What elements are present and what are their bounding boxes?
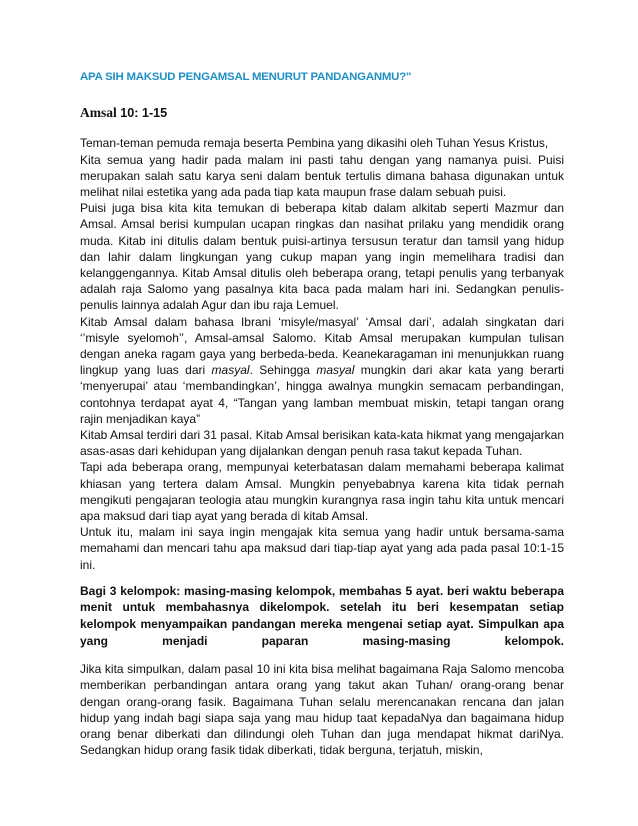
paragraph-kesimpulan: Jika kita simpulkan, dalam pasal 10 ini kita bisa melihat bagaimana Raja Salomo mencoba memberikan perbandingan antara orang yang takut akan Tuhan/ orang-orang benar dengan orang-orang fasik. Bagaimana Tuhan selalu merencanakan rencana dan jalan hidup yang indah bagi siapa saja yang mau hidup taat kepadaNya dan bagaimana hidup orang benar diberkati dan dilindungi oleh Tuhan dan juga mendapat hikmat dariNya. Sedangkan hidup orang fasik tidak diberkati, tidak berguna, terjatuh, miskin,: [80, 662, 564, 758]
body-text: [80, 135, 564, 572]
verse-chapter-range: 10: 1-15: [116, 106, 168, 121]
masyal-text-2: . Sehingga: [249, 363, 317, 378]
paragraph-greeting: Teman-teman pemuda remaja beserta Pembina yang dikasihi oleh Tuhan Yesus Kristus,: [80, 136, 549, 151]
paragraph-keterbatasan: Tapi ada beberapa orang, mempunyai keterbatasan dalam memahami beberapa kalimat khiasan yang tertera dalam Amsal. Mungkin penyebabnya karena kita tidak pernah mengikuti pengajaran teologia atau mungkin kurangnya rasa ingin tahu kita untuk mencari apa maksud dari tiap ayat yang berada di kitab Amsal.: [80, 460, 564, 524]
paragraph-puisi: Kita semua yang hadir pada malam ini pasti tahu dengan yang namanya puisi. Puisi merupakan salah satu karya seni dalam bentuk tertulis dimana bahasa digunakan untuk melihat nilai estetika yang ada pada tiap kata maupun frase dalam sebuah puisi.: [80, 152, 564, 200]
masyal-italic-2: masyal: [316, 363, 355, 378]
verse-book: Amsal: [80, 105, 117, 121]
masyal-text-1: Kitab Amsal dalam bahasa Ibrani ‘misyle/masyal’ ‘Amsal dari’, adalah singkatan dari ‘’misyle syelomoh’’, Amsal-amsal Salomo. Kitab Amsal merupakan kumpulan tulisan dengan aneka ragam gaya yang berbeda-beda. Keanekaragaman ini menunjukkan ruang lingkup yang luas dari: [80, 314, 564, 378]
paragraph-ajakan: Untuk itu, malam ini saya ingin mengajak kita semua yang hadir untuk bersama-sama memahami dan mencari tahu apa maksud dari tiap-tiap ayat yang ada pada pasal 10:1-15 ini.: [80, 525, 564, 572]
paragraph-masyal: [80, 314, 564, 427]
paragraph-kelompok-instructions: Bagi 3 kelompok: masing-masing kelompok, membahas 5 ayat. beri waktu beberapa menit untuk membahasnya dikelompok. setelah itu beri kesempatan setiap kelompok menyampaikan pandangan mereka mengenai setiap ayat. Simpulkan apa yang menjadi paparan masing-masing kelompok.: [80, 583, 564, 648]
paragraph-amsal-intro: Puisi juga bisa kita kita temukan di beberapa kitab dalam alkitab seperti Mazmur dan Amsal. Amsal berisi kumpulan ucapan ringkas dan nasihat prilaku yang mendidik orang muda. Kitab ini ditulis dalam bentuk puisi-artinya tersusun teratur dan tamsil yang hidup dan lahir dalam lingkungan yang cukup mapan yang ingin memelihara tradisi dan kelanggengannya. Kitab Amsal ditulis oleh beberapa orang, tetapi penulis yang terbanyak adalah raja Salomo yang pasalnya kita baca pada malam hari ini. Sedangkan penulis-penulis lainnya adalah Agur dan ibu raja Lemuel.: [80, 201, 564, 313]
document-title: APA SIH MAKSUD PENGAMSAL MENURUT PANDANGANMU?": [80, 71, 412, 83]
masyal-text-3: mungkin dari akar kata yang berarti ‘menyerupai’ atau ‘membandingkan’, hingga awalnya mungkin semacam perbandingan, contohnya terdapat ayat 4, “Tangan yang lamban membuat miskin, tetapi tangan orang rajin menjadikan kaya”: [80, 363, 564, 426]
paragraph-31-pasal: Kitab Amsal terdiri dari 31 pasal. Kitab Amsal berisikan kata-kata hikmat yang mengajarkan asas-asas dari kehidupan yang dijalankan dengan penuh rasa takut kepada Tuhan.: [80, 428, 564, 459]
masyal-italic-1: masyal: [211, 363, 250, 378]
document-page: [80, 66, 564, 758]
verse-reference: [80, 105, 564, 121]
